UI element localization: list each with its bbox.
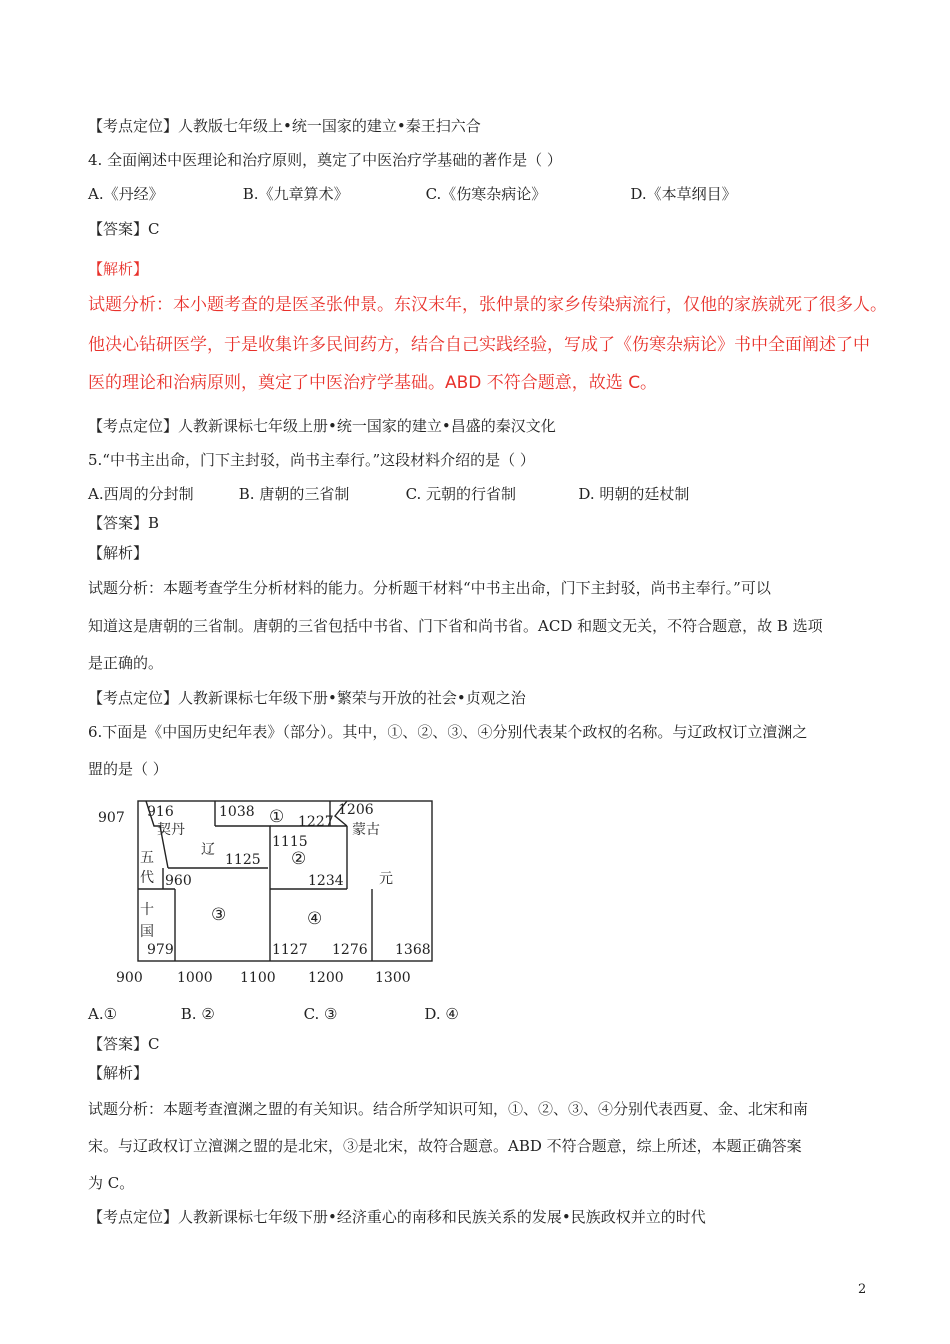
q5-analysis-label: 【解析】 xyxy=(88,544,149,562)
year-960: 960 xyxy=(165,873,192,889)
q5-analysis-line-3: 是正确的。 xyxy=(88,654,164,672)
marker-4: ④ xyxy=(307,909,323,929)
q6-answer: 【答案】C xyxy=(88,1035,160,1053)
year-1206: 1206 xyxy=(338,802,374,818)
q5-option-d[interactable]: D. 明朝的廷杖制 xyxy=(578,485,690,503)
page-number: 2 xyxy=(858,1282,867,1297)
year-1038: 1038 xyxy=(219,804,255,820)
name-mongol: 蒙古 xyxy=(352,822,380,838)
marker-2: ② xyxy=(291,849,307,869)
name-ten-k-1: 十 xyxy=(140,902,154,918)
marker-3: ③ xyxy=(211,905,227,925)
q5-answer: 【答案】B xyxy=(88,514,160,532)
year-916: 916 xyxy=(147,804,174,820)
q6-analysis-line-1: 试题分析：本题考查澶渊之盟的有关知识。结合所学知识可知，①、②、③、④分别代表西夏、金、北宋和南 xyxy=(88,1100,809,1118)
year-979: 979 xyxy=(147,942,174,958)
axis-tick-1000: 1000 xyxy=(177,970,213,986)
q6-question-line-1: 6.下面是《中国历史纪年表》（部分）。其中，①、②、③、④分别代表某个政权的名称。与辽政权订立澶渊之 xyxy=(88,723,808,741)
year-1368: 1368 xyxy=(395,942,431,958)
q6-options xyxy=(88,1004,459,1024)
year-1227: 1227 xyxy=(298,814,334,830)
q5-option-c[interactable]: C. 元朝的行省制 xyxy=(405,485,517,503)
q4-analysis-label: 【解析】 xyxy=(88,260,149,278)
name-ten-k-2: 国 xyxy=(140,924,154,940)
q6-option-d[interactable]: D. ④ xyxy=(424,1005,459,1023)
q3-point: 【考点定位】人教版七年级上•统一国家的建立•秦王扫六合 xyxy=(88,117,481,135)
chronology-diagram xyxy=(95,796,445,990)
name-khitan: 契丹 xyxy=(157,822,185,838)
q6-option-b[interactable]: B. ② xyxy=(180,1005,215,1023)
axis-tick-1100: 1100 xyxy=(240,970,276,986)
year-1234: 1234 xyxy=(308,873,344,889)
q6-analysis-label: 【解析】 xyxy=(88,1064,149,1082)
year-1127: 1127 xyxy=(272,942,308,958)
name-liao: 辽 xyxy=(201,842,215,858)
q5-analysis-line-1: 试题分析：本题考查学生分析材料的能力。分析题干材料“中书主出命，门下主封驳，尚书主奉行。”可以 xyxy=(88,579,771,597)
year-907: 907 xyxy=(98,810,125,826)
name-five-dyn-2: 代 xyxy=(140,870,154,886)
axis-tick-1300: 1300 xyxy=(375,970,411,986)
q4-point: 【考点定位】人教新课标七年级上册•统一国家的建立•昌盛的秦汉文化 xyxy=(88,417,556,435)
marker-1: ① xyxy=(269,807,285,827)
q6-analysis-line-2: 宋。与辽政权订立澶渊之盟的是北宋，③是北宋，故符合题意。ABD 不符合题意，综上所述，本题正确答案 xyxy=(88,1137,802,1155)
q6-point: 【考点定位】人教新课标七年级下册•经济重心的南移和民族关系的发展•民族政权并立的时代 xyxy=(88,1208,706,1226)
q4-analysis-line-2: 他决心钻研医学，于是收集许多民间药方，结合自己实践经验，写成了《伤寒杂病论》书中全面阐述了中 xyxy=(88,335,870,355)
q4-question: 4. 全面阐述中医理论和治疗原则，奠定了中医治疗学基础的著作是（ ） xyxy=(88,151,562,169)
q4-option-b[interactable]: B.《九章算术》 xyxy=(242,185,349,203)
q4-analysis-line-1: 试题分析：本小题考查的是医圣张仲景。东汉末年，张仲景的家乡传染病流行，仅他的家族就死了很多人。 xyxy=(88,295,887,315)
q4-analysis-line-3: 医的理论和治病原则，奠定了中医治疗学基础。ABD 不符合题意，故选 C。 xyxy=(88,373,658,393)
q6-question-line-2: 盟的是（ ） xyxy=(88,760,168,778)
q5-analysis-line-2: 知道这是唐朝的三省制。唐朝的三省包括中书省、门下省和尚书省。ACD 和题文无关，不符合题意，故 B 选项 xyxy=(88,617,823,635)
q6-option-c[interactable]: C. ③ xyxy=(303,1005,338,1023)
q5-option-a[interactable]: A.西周的分封制 xyxy=(88,485,194,503)
name-yuan: 元 xyxy=(379,871,393,887)
q4-options xyxy=(88,184,737,204)
q4-option-c[interactable]: C.《伤寒杂病论》 xyxy=(425,185,547,203)
axis-tick-1200: 1200 xyxy=(308,970,344,986)
q4-answer: 【答案】C xyxy=(88,220,160,238)
q5-options xyxy=(88,484,689,504)
year-1115: 1115 xyxy=(272,834,308,850)
q5-point: 【考点定位】人教新课标七年级下册•繁荣与开放的社会•贞观之治 xyxy=(88,689,526,707)
q4-option-a[interactable]: A.《丹经》 xyxy=(88,185,164,203)
axis-tick-900: 900 xyxy=(116,970,143,986)
q5-option-b[interactable]: B. 唐朝的三省制 xyxy=(238,485,350,503)
q6-option-a[interactable]: A.① xyxy=(88,1005,118,1023)
q6-analysis-line-3: 为 C。 xyxy=(88,1174,135,1192)
year-1125: 1125 xyxy=(225,852,261,868)
name-five-dyn-1: 五 xyxy=(140,850,154,866)
q4-option-d[interactable]: D.《本草纲目》 xyxy=(630,185,737,203)
year-1276: 1276 xyxy=(332,942,368,958)
q5-question: 5.“中书主出命，门下主封驳，尚书主奉行。”这段材料介绍的是（ ） xyxy=(88,451,535,469)
